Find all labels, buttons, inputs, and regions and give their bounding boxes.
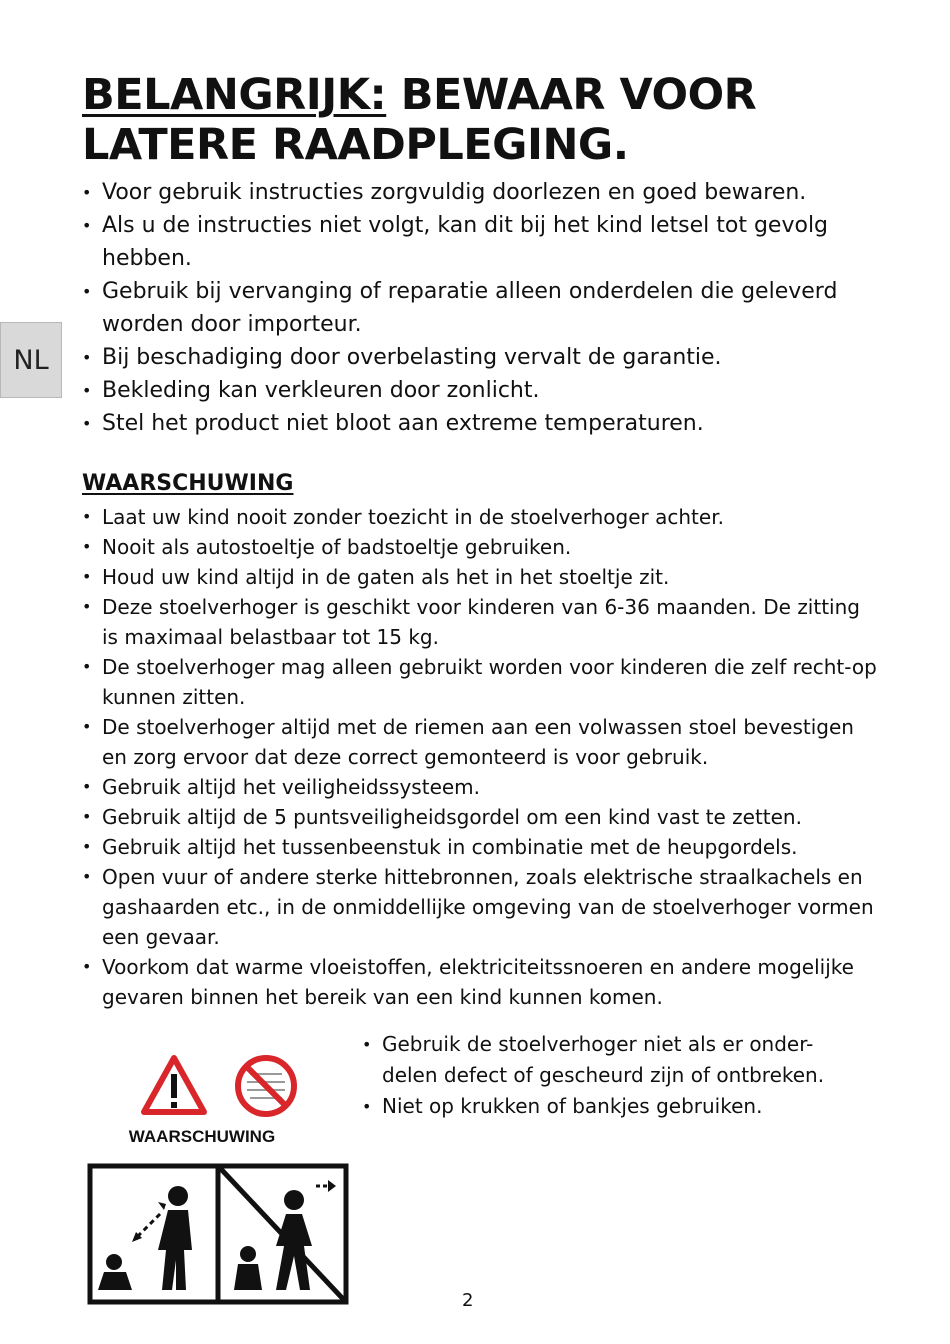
list-item: • Bij beschadiging door overbelasting vervalt de garantie. <box>82 341 862 374</box>
warning-bullet-list <box>82 502 882 1012</box>
list-item: • Gebruik altijd de 5 puntsveiligheidsgordel om een kind vast te zetten. <box>82 802 882 832</box>
list-item: • Houd uw kind altijd in de gaten als het in het stoeltje zit. <box>82 562 882 592</box>
language-tab <box>0 322 62 398</box>
title-line2: LATERE RAADPLEGING. <box>82 120 629 170</box>
list-item: • Gebruik altijd het veiligheidssysteem. <box>82 772 882 802</box>
list-item: • De stoelverhoger mag alleen gebruikt worden voor kinderen die zelf recht-op kunnen zitten. <box>82 652 882 712</box>
list-item: • Gebruik de stoelverhoger niet als er onder-delen defect of gescheurd zijn of ontbreken. <box>362 1029 842 1091</box>
list-item: • Laat uw kind nooit zonder toezicht in de stoelverhoger achter. <box>82 502 882 532</box>
supervision-pictogram-icon <box>90 1166 346 1302</box>
page-number: 2 <box>462 1290 474 1311</box>
list-item: • Als u de instructies niet volgt, kan dit bij het kind letsel tot gevolg hebben. <box>82 209 862 275</box>
warning-pictograms <box>80 1050 355 1330</box>
list-item: • Deze stoelverhoger is geschikt voor kinderen van 6-36 maanden. De zitting is maximaal belastbaar tot 15 kg. <box>82 592 882 652</box>
list-item: • Voor gebruik instructies zorgvuldig doorlezen en goed bewaren. <box>82 176 862 209</box>
list-item: • Open vuur of andere sterke hittebronnen, zoals elektrische straalkachels en gashaarden etc., in de onmiddellijke omgeving van de stoelverhoger vormen een gevaar. <box>82 862 882 952</box>
list-item: • Stel het product niet bloot aan extreme temperaturen. <box>82 407 862 440</box>
side-bullet-list <box>362 1029 842 1122</box>
list-item: • Gebruik altijd het tussenbeenstuk in combinatie met de heupgordels. <box>82 832 882 862</box>
list-item: • Gebruik bij vervanging of reparatie alleen onderdelen die geleverd worden door importeur. <box>82 275 862 341</box>
warning-triangle-icon <box>144 1058 204 1112</box>
title-part1: BELANGRIJK: <box>82 70 387 120</box>
pictogram-label: WAARSCHUWING <box>128 1127 276 1146</box>
list-item: • Voorkom dat warme vloeistoffen, elektriciteitssnoeren en andere mogelijke gevaren binnen het bereik van een kind kunnen komen. <box>82 952 882 1012</box>
warning-heading: WAARSCHUWING <box>82 471 294 496</box>
list-item: • Nooit als autostoeltje of badstoeltje gebruiken. <box>82 532 882 562</box>
language-label: NL <box>13 344 49 376</box>
prohibition-icon <box>238 1058 294 1114</box>
title-part2: BEWAAR VOOR <box>386 70 757 120</box>
list-item: • Bekleding kan verkleuren door zonlicht. <box>82 374 862 407</box>
list-item: • Niet op krukken of bankjes gebruiken. <box>362 1091 842 1122</box>
main-bullet-list <box>82 176 862 440</box>
page-title <box>82 70 756 170</box>
list-item: • De stoelverhoger altijd met de riemen aan een volwassen stoel bevestigen en zorg ervoor dat deze correct gemonteerd is voor gebruik. <box>82 712 882 772</box>
